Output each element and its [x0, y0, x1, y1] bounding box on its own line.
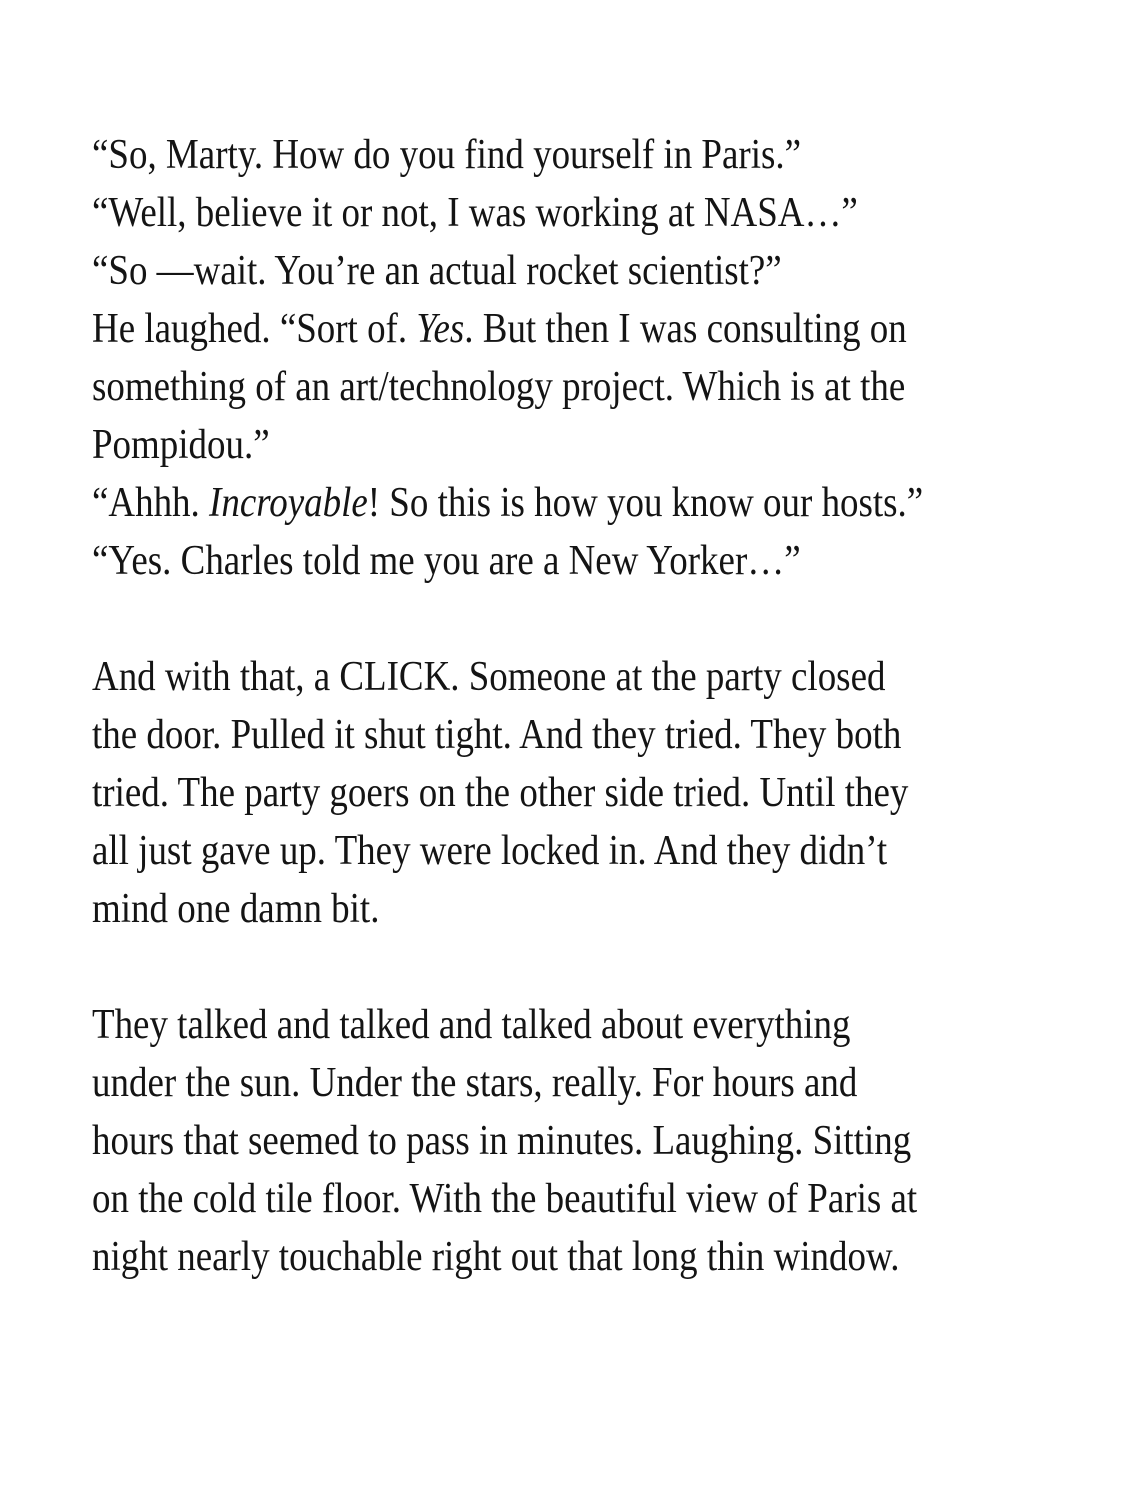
text-segment: hours that seemed to pass in minutes. Laughing. Sitting: [92, 1118, 912, 1164]
text-line: [92, 996, 923, 1054]
text-line: [92, 706, 923, 764]
text-line: [92, 764, 923, 822]
text-line: [92, 822, 923, 880]
text-segment: night nearly touchable right out that long thin window.: [92, 1234, 900, 1280]
text-segment: . But then I was consulting on: [464, 306, 907, 352]
text-segment: “Ahhh.: [92, 480, 210, 526]
text-line: [92, 416, 923, 474]
text-line: [92, 358, 923, 416]
text-segment: something of an art/technology project. Which is at the: [92, 364, 906, 410]
text-segment: He laughed. “Sort of.: [92, 306, 417, 352]
text-segment: And with that, a CLICK. Someone at the party closed: [92, 654, 886, 700]
text-segment: “Yes. Charles told me you are a New Yorker…”: [92, 538, 801, 584]
text-segment: They talked and talked and talked about everything: [92, 1002, 851, 1048]
text-segment: all just gave up. They were locked in. And they didn’t: [92, 828, 888, 874]
text-line: [92, 1054, 923, 1112]
text-line: [92, 300, 923, 358]
italic-text-segment: Incroyable: [209, 480, 368, 526]
text-block: [92, 126, 923, 1286]
narration-paragraph-click: [92, 648, 923, 938]
dialogue-paragraph: [92, 126, 923, 590]
text-line: [92, 242, 923, 300]
text-segment: ! So this is how you know our hosts.”: [367, 480, 924, 526]
text-segment: mind one damn bit.: [92, 886, 380, 932]
text-segment: tried. The party goers on the other side tried. Until they: [92, 770, 909, 816]
narration-paragraph-talked: [92, 996, 923, 1286]
text-segment: on the cold tile floor. With the beautiful view of Paris at: [92, 1176, 918, 1222]
text-segment: under the sun. Under the stars, really. For hours and: [92, 1060, 858, 1106]
text-line: [92, 880, 923, 938]
text-segment: the door. Pulled it shut tight. And they tried. They both: [92, 712, 902, 758]
text-line: [92, 474, 923, 532]
italic-text-segment: Yes: [416, 306, 465, 352]
text-segment: Pompidou.”: [92, 422, 270, 468]
text-line: [92, 1112, 923, 1170]
text-segment: “Well, believe it or not, I was working at NASA…”: [92, 190, 858, 236]
text-line: [92, 1170, 923, 1228]
text-line: [92, 184, 923, 242]
text-segment: “So, Marty. How do you find yourself in Paris.”: [92, 132, 801, 178]
text-line: [92, 648, 923, 706]
text-line: [92, 532, 923, 590]
text-line: [92, 126, 923, 184]
text-line: [92, 1228, 923, 1286]
text-segment: “So —wait. You’re an actual rocket scientist?”: [92, 248, 782, 294]
